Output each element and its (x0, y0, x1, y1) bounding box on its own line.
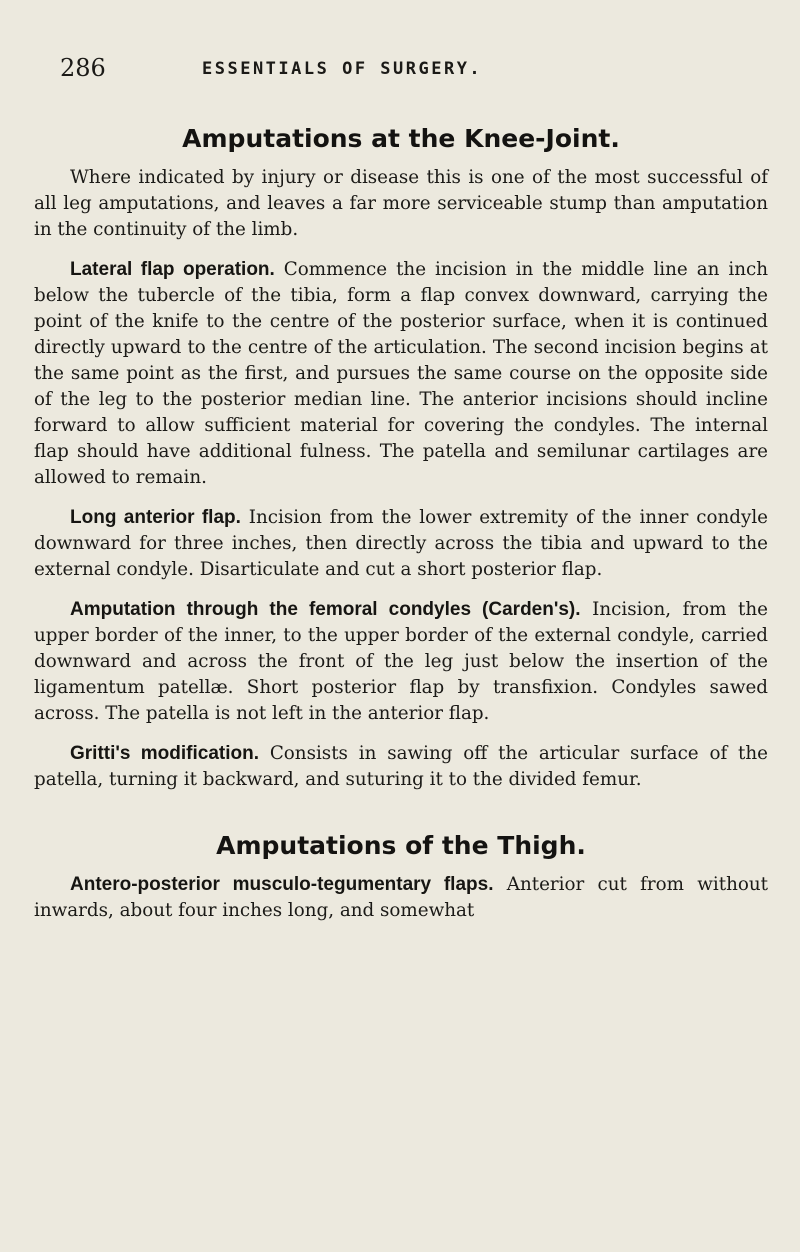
section-heading-knee-joint: Amputations at the Knee-Joint. (182, 124, 620, 153)
paragraph-gritti-modification (34, 741, 768, 793)
running-head (34, 46, 768, 86)
paragraph-antero-posterior-flaps (34, 872, 768, 924)
running-title: ESSENTIALS OF SURGERY. (202, 59, 483, 79)
paragraph-text: Incision, from the upper border of the inner, to the upper border of the external condyle, carried downward and across the front of the leg just below the insertion of the ligamentum patellæ. Short posterior flap by transfixion. Condyles sawed across. The patella is not left in the anterior flap. (34, 599, 768, 724)
run-in-heading: Lateral flap operation. (70, 259, 275, 280)
paragraph-long-anterior-flap (34, 505, 768, 583)
intro-paragraph: Where indicated by injury or disease this is one of the most successful of all leg amputations, and leaves a far more serviceable stump than amputation in the continuity of the limb. (34, 167, 768, 240)
paragraph-femoral-condyles (34, 597, 768, 727)
run-in-heading: Long anterior flap. (70, 507, 241, 528)
paragraph-text: Anterior cut from without inwards, about four inches long, and somewhat (34, 874, 769, 921)
run-in-heading: Gritti's modification. (70, 743, 259, 764)
paragraph-text: Commence the incision in the middle line an inch below the tubercle of the tibia, form a flap convex downward, carrying the point of the knife to the centre of the posterior surface, when it is continued directly upward to the centre of the articulation. The second incision begins at the same point as the first, and pursues the same course on the opposite side of the leg to the posterior median line. The anterior incisions should incline forward to allow sufficient material for covering the condyles. The internal flap should have additional fulness. The patella and semilunar cartilages are allowed to remain. (34, 259, 768, 488)
paragraph-text: Consists in sawing off the articular surface of the patella, turning it backward, and suturing it to the divided femur. (34, 743, 768, 790)
run-in-heading: Amputation through the femoral condyles (Carden's). (70, 599, 581, 620)
section-heading-thigh: Amputations of the Thigh. (216, 831, 586, 860)
paragraph-lateral-flap (34, 257, 768, 491)
paragraph-text: Incision from the lower extremity of the inner condyle downward for three inches, then directly across the tibia and upward to the external condyle. Disarticulate and cut a short posterior flap. (34, 507, 768, 580)
run-in-heading: Antero-posterior musculo-tegumentary flaps. (70, 874, 494, 895)
page-number: 286 (60, 54, 106, 82)
